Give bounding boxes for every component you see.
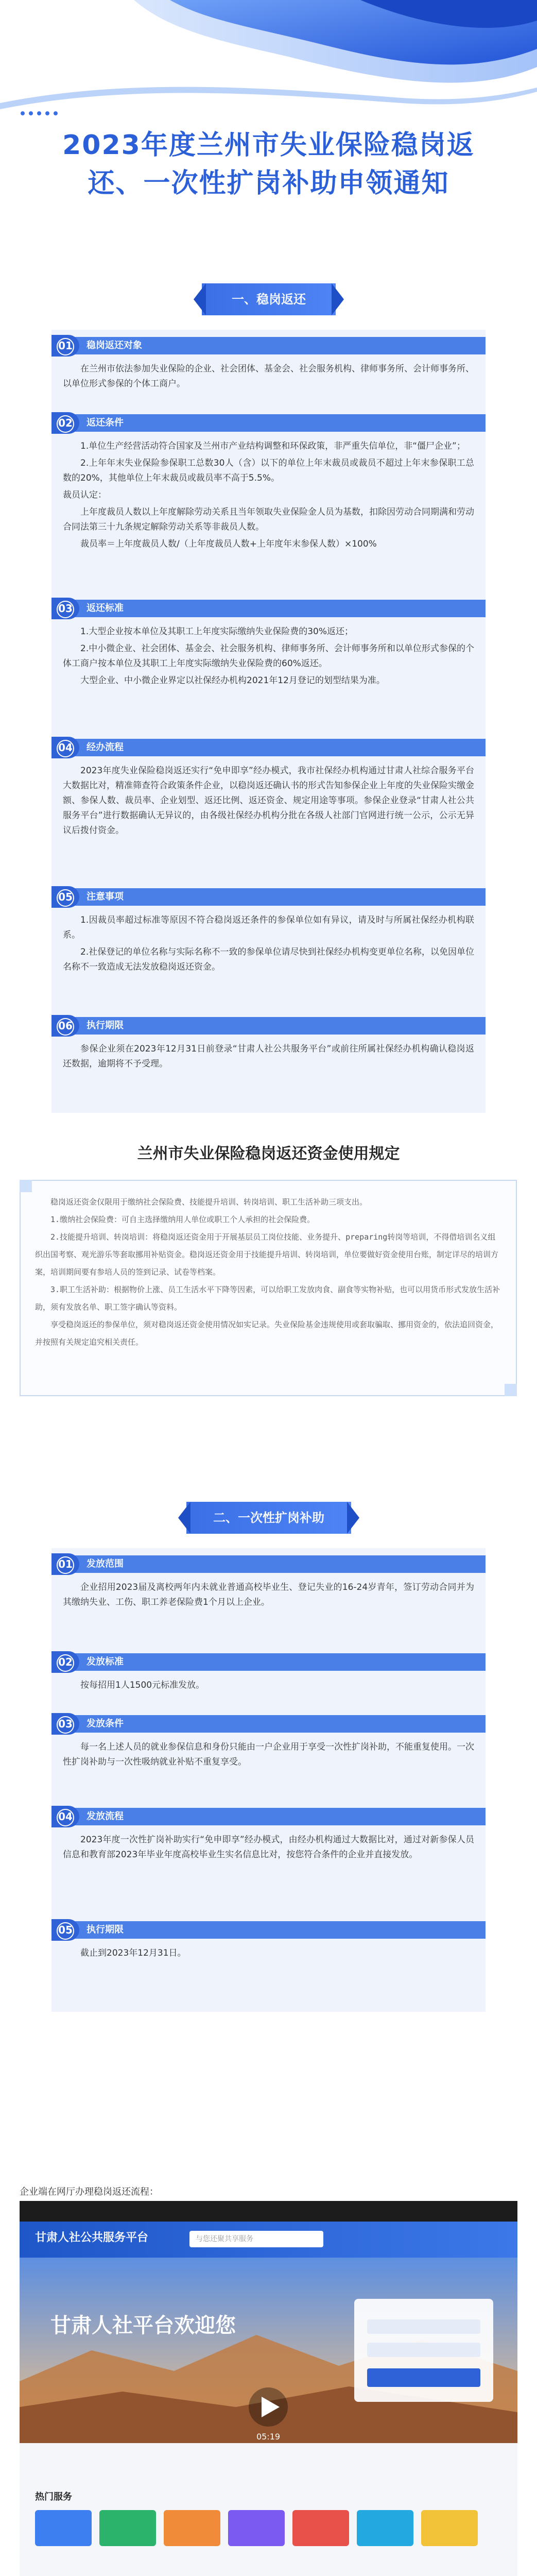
video-timestamp: 05:19 [256, 2432, 281, 2442]
item-header-deadline: 05 执行期限 [51, 1919, 486, 1941]
fund-rules-title: 兰州市失业保险稳岗返还资金使用规定 [137, 1145, 400, 1163]
item-body: 1.大型企业按本单位及其职工上年度实际缴纳失业保险费的30%返还； 2.中小微企业、社会团体、基金会、社会服务机构、律师事务所、会计师事务所和以单位形式参保的个体工商户按本单位及其职工上年度实际缴纳失业保险费的60%返还。 大型企业、中小微企业界定以社保经办机构2021年12月登记的划型结果为准。 [63, 626, 474, 686]
item-label: 执行期限 [86, 1924, 124, 1935]
item-label: 返还条件 [86, 417, 124, 428]
section-banner-label: 一、稳岗返还 [232, 292, 306, 307]
item-header-conditions: 03 发放条件 [51, 1713, 486, 1735]
item-body: 2023年度失业保险稳岗返还实行“免申即享”经办模式，我市社保经办机构通过甘肃人社综合服务平台大数据比对，精准筛查符合政策条件企业，以稳岗返还确认书的形式告知参保企业上年度的失业保险实缴金额、参保人数、裁员率、企业划型、返还比例、返还资金、规定用途等事项。参保企业登录“甘肃人社公共服务平台”进行数据确认无异议的，由各级社保经办机构分批在各级人社部门官网进行统一公示，公示无异议后拨付资金。 [63, 766, 474, 836]
item-label: 发放流程 [86, 1811, 124, 1822]
item-header-standard: 03 返还标准 [51, 598, 486, 619]
item-label: 执行期限 [86, 1020, 124, 1031]
item-body: 按每招用1人1500元标准发放。 [80, 1680, 205, 1690]
item-label: 发放标准 [86, 1656, 124, 1667]
video-player[interactable] [20, 2201, 517, 2576]
play-icon[interactable] [249, 2387, 288, 2427]
item-label: 返还标准 [86, 603, 124, 614]
item-body: 截止到2023年12月31日。 [80, 1948, 186, 1958]
item-header-scope: 01 发放范围 [51, 1553, 486, 1575]
item-header-conditions: 02 返还条件 [51, 412, 486, 434]
item-body: 1.因裁员率超过标准等原因不符合稳岗返还条件的参保单位如有异议，请及时与所属社保经办机构联系。 2.社保登记的单位名称与实际名称不一致的参保单位请尽快到社保经办机构变更单位名称，以免因单位名称不一致造成无法发放稳岗返还资金。 [63, 915, 474, 972]
section-banner-expansion-subsidy [186, 1502, 351, 1534]
video-caption: 企业端在网厅办理稳岗返还流程： [20, 2187, 159, 2197]
item-header-process: 04 发放流程 [51, 1806, 486, 1827]
page-title [0, 126, 537, 202]
item-label: 稳岗返还对象 [86, 340, 142, 351]
item-body: 参保企业须在2023年12月31日前登录“甘肃人社公共服务平台”或前往所属社保经办机构确认稳岗返还数据，逾期将不予受理。 [63, 1044, 474, 1069]
item-body: 在兰州市依法参加失业保险的企业、社会团体、基金会、社会服务机构、律师事务所、会计师事务所、以单位形式参保的个体工商户。 [63, 364, 474, 389]
fund-rules-box: 稳岗返还资金仅限用于缴纳社会保险费、技能提升培训、转岗培训、职工生活补助三项支出。 1.缴纳社会保险费：可自主选择缴纳用人单位或职工个人承担的社会保险费。 2.技能提升培训、转岗培训：将稳岗返还资金用于开展基层员工岗位技能、业务提升、preparing转岗等培训，不得借培训名义组织出国考察、观光游乐等套取挪用补贴资金。稳岗返还资金用于技能提升培训、转岗培训，单位要做好资金使用台账，制定详尽的培训方案，培训期间要有参培人员的签到记录、试卷等档案。 3.职工生活补助：根据物价上涨、员工生活水平下降等因素，可以给职工发放肉食、副食等实物补贴，也可以用货币形式发放生活补助，须有发放名单、职工签字确认等资料。 享受稳岗返还的参保单位，须对稳岗返还资金使用情况如实记录。失业保险基金违规使用或套取骗取、挪用资金的，依法追回资金，并按照有关规定追究相关责任。 [20, 1180, 517, 1396]
header-banner [0, 0, 537, 124]
item-header-deadline: 06 执行期限 [51, 1015, 486, 1037]
item-body: 2023年度一次性扩岗补助实行“免申即享”经办模式，由经办机构通过大数据比对，通过对新参保人员信息和教育部2023年毕业年度高校毕业生实名信息比对，按您符合条件的企业并直接发放。 [63, 1835, 474, 1860]
header-wave-graphic [0, 0, 537, 124]
title-line-2: 还、一次性扩岗补助申领通知 [88, 168, 449, 199]
title-line-1: 2023年度兰州市失业保险稳岗返 [62, 130, 475, 161]
item-label: 注意事项 [86, 891, 124, 902]
item-label: 发放范围 [86, 1558, 124, 1569]
section-banner-stable-jobs [202, 283, 336, 315]
video-hero-text: 甘肃人社平台欢迎您 [50, 2314, 236, 2337]
item-label: 发放条件 [86, 1718, 124, 1729]
section-banner-label: 二、一次性扩岗补助 [213, 1511, 324, 1525]
section2-card [51, 1548, 486, 2012]
video-search-field: 与您还聚共享服务 [189, 2231, 323, 2247]
item-header-notes: 05 注意事项 [51, 886, 486, 908]
item-body: 1.单位生产经营活动符合国家及兰州市产业结构调整和环保政策，非严重失信单位，非“僵尸企业”； 2.上年年末失业保险参保职工总数30人（含）以下的单位上年末裁员或裁员不超过上年末参保职工总数的20%，其他单位上年末裁员或裁员率不高于5.5%。 裁员认定： 上年度裁员人数以上年度解除劳动关系且当年领取失业保险金人员为基数，扣除因劳动合同期满和劳动合同法第三十九条规定解除劳动关系等非裁员人数。 裁员率＝上年度裁员人数/（上年度裁员人数+上年度年末参保人数）×100% [63, 441, 474, 549]
video-site-name: 甘肃人社公共服务平台 [35, 2231, 149, 2244]
item-label: 经办流程 [86, 742, 124, 753]
item-header-standard: 02 发放标准 [51, 1651, 486, 1673]
section1-card [51, 330, 486, 1113]
item-header-target: 01 稳岗返还对象 [51, 335, 486, 357]
item-body: 每一名上述人员的就业参保信息和身份只能由一户企业用于享受一次性扩岗补助，不能重复使用。一次性扩岗补助与一次性吸纳就业补贴不重复享受。 [63, 1742, 474, 1767]
video-hot-services: 热门服务 [35, 2492, 72, 2502]
item-body: 企业招用2023届及离校两年内未就业普通高校毕业生、登记失业的16-24岁青年，签订劳动合同并为其缴纳失业、工伤、职工养老保险费1个月以上企业。 [63, 1582, 474, 1607]
item-header-process: 04 经办流程 [51, 737, 486, 758]
